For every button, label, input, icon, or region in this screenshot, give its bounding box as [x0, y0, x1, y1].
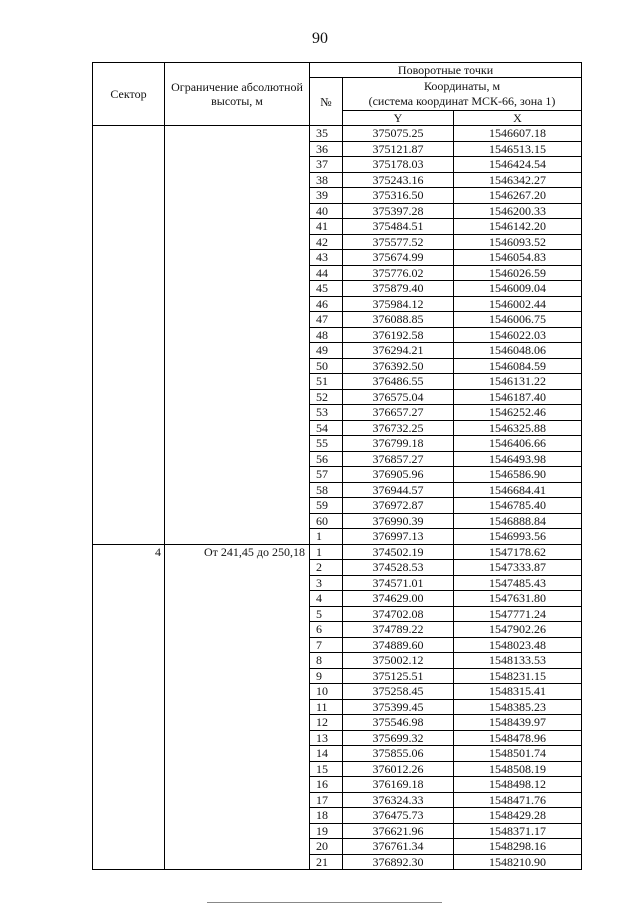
- coord-x: 1546607.18: [454, 126, 582, 142]
- table-row: [93, 544, 582, 560]
- point-number: 55: [310, 436, 343, 452]
- header-turning-points: Поворотные точки: [310, 63, 582, 78]
- coord-x: 1546325.88: [454, 420, 582, 436]
- coord-y: 375258.45: [343, 684, 454, 700]
- point-number: 7: [310, 637, 343, 653]
- coord-x: 1548501.74: [454, 746, 582, 762]
- point-number: 18: [310, 808, 343, 824]
- point-number: 53: [310, 405, 343, 421]
- coord-x: 1546200.33: [454, 203, 582, 219]
- coord-y: 376990.39: [343, 513, 454, 529]
- coord-x: 1546342.27: [454, 172, 582, 188]
- point-number: 1: [310, 544, 343, 560]
- coord-y: 376657.27: [343, 405, 454, 421]
- point-number: 37: [310, 157, 343, 173]
- coord-y: 375484.51: [343, 219, 454, 235]
- point-number: 54: [310, 420, 343, 436]
- coord-y: 375879.40: [343, 281, 454, 297]
- coord-y: 375776.02: [343, 265, 454, 281]
- coord-y: 376294.21: [343, 343, 454, 359]
- point-number: 38: [310, 172, 343, 188]
- point-number: 52: [310, 389, 343, 405]
- point-number: 17: [310, 792, 343, 808]
- header-height-limit: Ограничение абсолютной высоты, м: [165, 63, 310, 126]
- coord-x: 1546131.22: [454, 374, 582, 390]
- coord-y: 374528.53: [343, 560, 454, 576]
- coord-x: 1546187.40: [454, 389, 582, 405]
- coord-y: 375674.99: [343, 250, 454, 266]
- coord-x: 1546406.66: [454, 436, 582, 452]
- header-coordinates-line2: (система координат МСК-66, зона 1): [368, 94, 556, 108]
- point-number: 14: [310, 746, 343, 762]
- point-number: 60: [310, 513, 343, 529]
- coord-y: 376392.50: [343, 358, 454, 374]
- coord-x: 1546684.41: [454, 482, 582, 498]
- coord-x: 1546009.04: [454, 281, 582, 297]
- point-number: 1: [310, 529, 343, 545]
- coord-x: 1546054.83: [454, 250, 582, 266]
- coord-x: 1546785.40: [454, 498, 582, 514]
- coord-x: 1546493.98: [454, 451, 582, 467]
- point-number: 51: [310, 374, 343, 390]
- coord-x: 1548429.28: [454, 808, 582, 824]
- point-number: 2: [310, 560, 343, 576]
- coord-y: 376192.58: [343, 327, 454, 343]
- point-number: 3: [310, 575, 343, 591]
- coord-x: 1547771.24: [454, 606, 582, 622]
- point-number: 11: [310, 699, 343, 715]
- height-limit-cell: От 241,45 до 250,18: [165, 544, 310, 870]
- coord-x: 1547631.80: [454, 591, 582, 607]
- coordinates-table: [92, 62, 582, 870]
- coord-y: 375855.06: [343, 746, 454, 762]
- point-number: 6: [310, 622, 343, 638]
- point-number: 13: [310, 730, 343, 746]
- point-number: 12: [310, 715, 343, 731]
- coord-x: 1546888.84: [454, 513, 582, 529]
- coord-y: 376799.18: [343, 436, 454, 452]
- coord-y: 376732.25: [343, 420, 454, 436]
- coord-x: 1546252.46: [454, 405, 582, 421]
- point-number: 9: [310, 668, 343, 684]
- point-number: 8: [310, 653, 343, 669]
- coord-x: 1548478.96: [454, 730, 582, 746]
- coord-y: 375178.03: [343, 157, 454, 173]
- coord-y: 375125.51: [343, 668, 454, 684]
- coord-y: 376892.30: [343, 854, 454, 870]
- coord-x: 1548498.12: [454, 777, 582, 793]
- coord-y: 376575.04: [343, 389, 454, 405]
- coord-x: 1546022.03: [454, 327, 582, 343]
- coord-y: 375002.12: [343, 653, 454, 669]
- coord-x: 1548231.15: [454, 668, 582, 684]
- point-number: 16: [310, 777, 343, 793]
- coord-x: 1546048.06: [454, 343, 582, 359]
- point-number: 43: [310, 250, 343, 266]
- header-y: Y: [343, 111, 454, 126]
- header-number: №: [310, 78, 343, 126]
- coord-y: 374629.00: [343, 591, 454, 607]
- coord-x: 1547333.87: [454, 560, 582, 576]
- coord-y: 376486.55: [343, 374, 454, 390]
- point-number: 19: [310, 823, 343, 839]
- coord-x: 1548385.23: [454, 699, 582, 715]
- point-number: 21: [310, 854, 343, 870]
- point-number: 48: [310, 327, 343, 343]
- point-number: 50: [310, 358, 343, 374]
- page-number: 90: [312, 30, 328, 47]
- coord-x: 1546142.20: [454, 219, 582, 235]
- point-number: 5: [310, 606, 343, 622]
- coord-x: 1546513.15: [454, 141, 582, 157]
- coord-y: 376905.96: [343, 467, 454, 483]
- coord-y: 376944.57: [343, 482, 454, 498]
- coord-y: 374889.60: [343, 637, 454, 653]
- table-row: [93, 126, 582, 142]
- coord-x: 1546424.54: [454, 157, 582, 173]
- page-bottom-edge: [207, 902, 442, 903]
- point-number: 41: [310, 219, 343, 235]
- point-number: 49: [310, 343, 343, 359]
- coord-x: 1548315.41: [454, 684, 582, 700]
- point-number: 35: [310, 126, 343, 142]
- coord-y: 376012.26: [343, 761, 454, 777]
- point-number: 20: [310, 839, 343, 855]
- point-number: 40: [310, 203, 343, 219]
- coord-x: 1546093.52: [454, 234, 582, 250]
- coord-x: 1548508.19: [454, 761, 582, 777]
- coord-y: 376475.73: [343, 808, 454, 824]
- coord-y: 375546.98: [343, 715, 454, 731]
- point-number: 36: [310, 141, 343, 157]
- coord-y: 376761.34: [343, 839, 454, 855]
- coord-y: 375399.45: [343, 699, 454, 715]
- coord-y: 375577.52: [343, 234, 454, 250]
- point-number: 56: [310, 451, 343, 467]
- coord-x: 1547485.43: [454, 575, 582, 591]
- coord-x: 1546586.90: [454, 467, 582, 483]
- header-x: X: [454, 111, 582, 126]
- sector-cell: [93, 126, 165, 545]
- point-number: 44: [310, 265, 343, 281]
- height-limit-cell: [165, 126, 310, 545]
- coord-y: 376857.27: [343, 451, 454, 467]
- coord-x: 1547902.26: [454, 622, 582, 638]
- point-number: 57: [310, 467, 343, 483]
- point-number: 45: [310, 281, 343, 297]
- coord-y: 375243.16: [343, 172, 454, 188]
- coord-y: 375075.25: [343, 126, 454, 142]
- coord-x: 1548439.97: [454, 715, 582, 731]
- coord-x: 1548371.17: [454, 823, 582, 839]
- coord-y: 376621.96: [343, 823, 454, 839]
- coord-x: 1548023.48: [454, 637, 582, 653]
- point-number: 42: [310, 234, 343, 250]
- coord-x: 1548471.76: [454, 792, 582, 808]
- coord-y: 374502.19: [343, 544, 454, 560]
- coord-y: 376088.85: [343, 312, 454, 328]
- coord-y: 375316.50: [343, 188, 454, 204]
- sector-number-cell: 4: [93, 544, 165, 870]
- coord-x: 1546006.75: [454, 312, 582, 328]
- point-number: 47: [310, 312, 343, 328]
- coord-y: 374702.08: [343, 606, 454, 622]
- point-number: 46: [310, 296, 343, 312]
- coord-y: 375397.28: [343, 203, 454, 219]
- coord-x: 1546002.44: [454, 296, 582, 312]
- coord-x: 1546993.56: [454, 529, 582, 545]
- coord-y: 376997.13: [343, 529, 454, 545]
- coord-y: 376972.87: [343, 498, 454, 514]
- coord-y: 375121.87: [343, 141, 454, 157]
- table-body: [93, 126, 582, 870]
- coord-x: 1548133.53: [454, 653, 582, 669]
- point-number: 4: [310, 591, 343, 607]
- coord-x: 1546267.20: [454, 188, 582, 204]
- coord-x: 1546026.59: [454, 265, 582, 281]
- point-number: 10: [310, 684, 343, 700]
- header-coordinates: [343, 78, 582, 111]
- header-sector: Сектор: [93, 63, 165, 126]
- coord-y: 376324.33: [343, 792, 454, 808]
- coord-y: 374571.01: [343, 575, 454, 591]
- point-number: 59: [310, 498, 343, 514]
- coord-x: 1548298.16: [454, 839, 582, 855]
- header-coordinates-line1: Координаты, м: [423, 79, 501, 93]
- coord-x: 1547178.62: [454, 544, 582, 560]
- coord-y: 375699.32: [343, 730, 454, 746]
- coord-y: 375984.12: [343, 296, 454, 312]
- coord-y: 374789.22: [343, 622, 454, 638]
- point-number: 58: [310, 482, 343, 498]
- point-number: 15: [310, 761, 343, 777]
- coord-x: 1548210.90: [454, 854, 582, 870]
- coord-x: 1546084.59: [454, 358, 582, 374]
- coord-y: 376169.18: [343, 777, 454, 793]
- point-number: 39: [310, 188, 343, 204]
